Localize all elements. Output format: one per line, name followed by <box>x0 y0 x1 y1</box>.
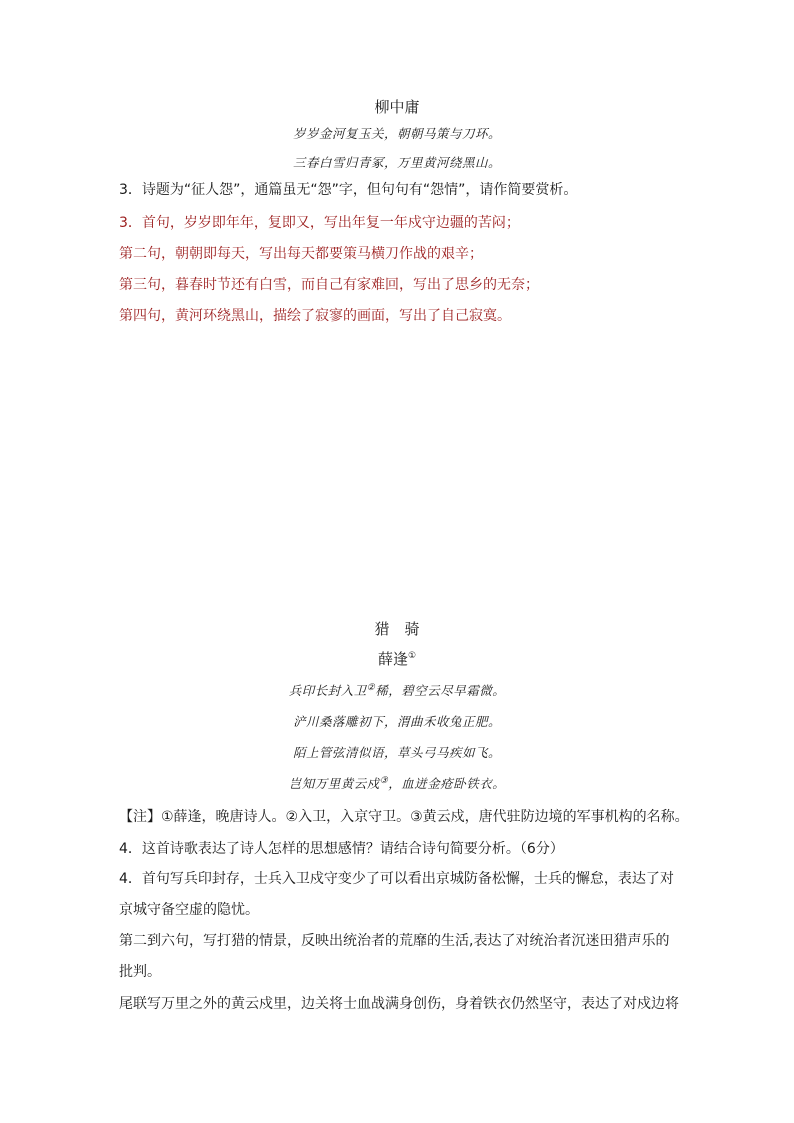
poem-title: 猎 骑 <box>374 620 420 638</box>
poem-line-text: 岂知万里黄云戍 <box>288 776 380 791</box>
poem-line <box>0 712 794 730</box>
footnote-mark: ③ <box>379 775 389 786</box>
answer-line: 第二到六句，写打猎的情景，反映出统治者的荒靡的生活,表达了对统治者沉迷田猎声乐的 <box>119 933 670 949</box>
poem-line <box>0 743 794 761</box>
poem-line-text: ，血迸金疮卧铁衣。 <box>388 776 506 791</box>
answer-line: 第四句，黄河环绕黑山，描绘了寂寥的画面，写出了自己寂寞。 <box>119 308 511 324</box>
answer-line: 尾联写万里之外的黄云戍里，边关将士血战满身创伤，身着铁衣仍然坚守，表达了对戍边将 <box>119 996 679 1012</box>
footnote-mark: ① <box>407 651 417 661</box>
poem-line-text: 兵印长封入卫 <box>288 683 367 698</box>
poem-line <box>0 681 794 699</box>
poem-line-text: 浐川桑落雕初下，渭曲禾收兔正肥。 <box>292 714 501 729</box>
question-text: 4．这首诗歌表达了诗人怎样的思想感情？请结合诗句简要分析。（6分） <box>119 841 564 857</box>
poem-title: 柳中庸 <box>374 98 420 116</box>
answer-line: 批判。 <box>119 964 161 980</box>
answer-line: 3．首句，岁岁即年年，复即又，写出年复一年戍守边疆的苦闷； <box>119 215 520 231</box>
question-text: 3．诗题为“征人怨”，通篇虽无“怨”字，但句句有“怨情”，请作简要赏析。 <box>119 182 578 198</box>
poem-line: 三春白雪归青冢，万里黄河绕黑山。 <box>292 155 501 170</box>
answer-line: 第三句，暮春时节还有白雪，而自己有家难回，写出了思乡的无奈； <box>119 277 539 293</box>
answer-line: 京城守备空虚的隐忧。 <box>119 902 259 918</box>
footnote-mark: ② <box>366 682 376 693</box>
poem-line <box>0 774 794 792</box>
poem-author <box>0 648 794 669</box>
answer-line: 4．首句写兵印封存，士兵入卫戍守变少了可以看出京城防备松懈，士兵的懈怠，表达了对 <box>119 871 674 887</box>
note-text: 【注】①薛逢，晚唐诗人。②入卫，入京守卫。③黄云戍，唐代驻防边境的军事机构的名称。 <box>119 809 689 825</box>
poem-line-text: 稀，碧空云尽早霜微。 <box>375 683 506 698</box>
poem-line: 岁岁金河复玉关，朝朝马策与刀环。 <box>292 126 501 141</box>
author-name: 薛逢 <box>377 650 408 668</box>
poem-line-text: 陌上管弦清似语，草头弓马疾如飞。 <box>292 745 501 760</box>
answer-line: 第二句，朝朝即每天，写出每天都要策马横刀作战的艰辛； <box>119 246 483 262</box>
